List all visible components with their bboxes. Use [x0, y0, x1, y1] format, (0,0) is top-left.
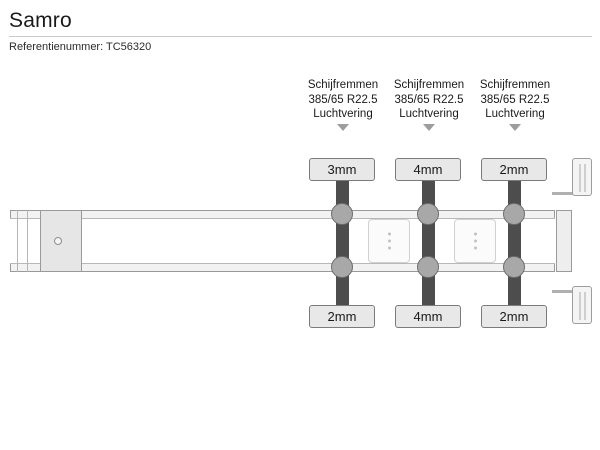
wheel-icon [331, 256, 353, 278]
axle-bar-3 [508, 160, 521, 323]
tread-depth-badge: 2mm [481, 158, 547, 181]
axle-annotation-3 [472, 78, 558, 131]
axle-annotation-2 [386, 78, 472, 131]
rear-frame-end [556, 210, 572, 272]
tread-depth-badge: 3mm [309, 158, 375, 181]
kingpin-icon [54, 237, 62, 245]
axle-tyre-size: 385/65 R22.5 [308, 93, 378, 106]
header-divider [9, 36, 592, 37]
axle-suspension: Luchtvering [399, 108, 459, 120]
axle-brake-type: Schijfremmen [479, 79, 551, 91]
rear-bumper-bottom [572, 286, 592, 324]
tread-depth-badge: 4mm [395, 158, 461, 181]
axle-tyre-size: 385/65 R22.5 [394, 93, 464, 106]
caret-down-icon [337, 124, 349, 131]
wheel-icon [331, 203, 353, 225]
bumper-slot-icon [579, 164, 581, 192]
axle-brake-type: Schijfremmen [393, 79, 465, 91]
tread-depth-badge: 4mm [395, 305, 461, 328]
bumper-slot-icon [584, 292, 586, 320]
wheel-icon [503, 256, 525, 278]
page-header [0, 0, 600, 56]
page-title: Samro [9, 9, 72, 32]
suspension-detail-2 [454, 219, 496, 263]
wheel-icon [417, 203, 439, 225]
trailer-diagram [0, 140, 600, 340]
bumper-slot-icon [584, 164, 586, 192]
axle-tyre-size: 385/65 R22.5 [480, 93, 550, 106]
front-cross-member-2 [27, 210, 28, 272]
tread-depth-badge: 2mm [309, 305, 375, 328]
tread-depth-badge: 2mm [481, 305, 547, 328]
caret-down-icon [509, 124, 521, 131]
suspension-detail-1 [368, 219, 410, 263]
axle-suspension: Luchtvering [313, 108, 373, 120]
axle-bar-1 [336, 160, 349, 323]
axle-annotation-1 [300, 78, 386, 131]
bumper-slot-icon [579, 292, 581, 320]
axle-brake-type: Schijfremmen [307, 79, 379, 91]
rear-mount-arm-bottom [552, 290, 574, 293]
front-cross-member-1 [17, 210, 18, 272]
caret-down-icon [423, 124, 435, 131]
rear-mount-arm-top [552, 192, 574, 195]
bolt-pattern-icon [469, 229, 481, 254]
axle-annotations [0, 78, 600, 138]
rear-bumper-top [572, 158, 592, 196]
bolt-pattern-icon [383, 229, 395, 254]
wheel-icon [503, 203, 525, 225]
wheel-icon [417, 256, 439, 278]
axle-bar-2 [422, 160, 435, 323]
axle-suspension: Luchtvering [485, 108, 545, 120]
reference-number: Referentienummer: TC56320 [9, 41, 152, 53]
